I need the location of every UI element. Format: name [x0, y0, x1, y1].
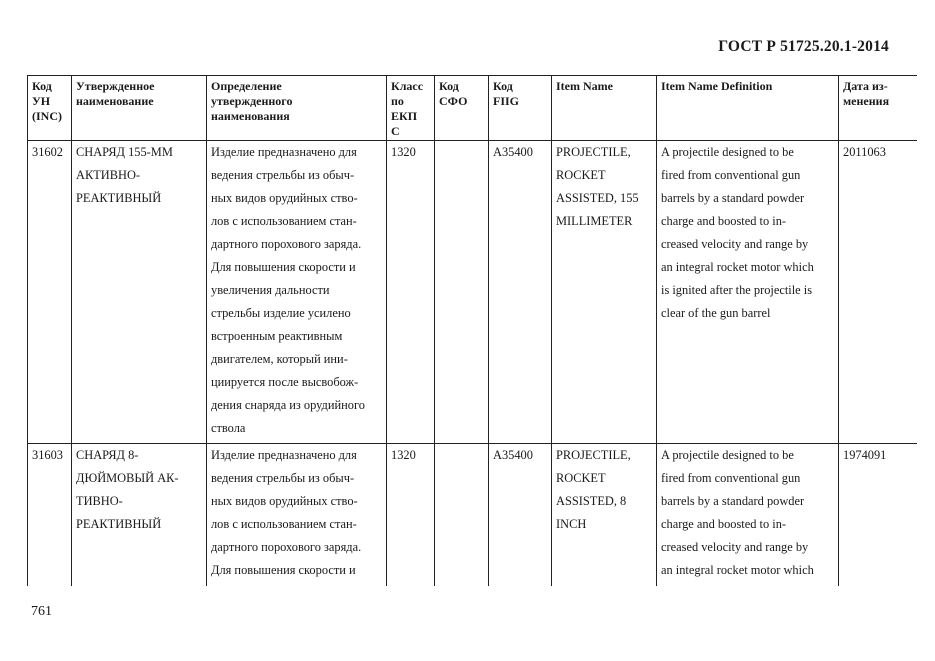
- cell-definition-line: Для повышения скорости и: [211, 563, 356, 577]
- cell-item-definition: [657, 141, 839, 444]
- document-code: ГОСТ Р 51725.20.1-2014: [718, 38, 889, 55]
- table-header-row: [28, 76, 918, 141]
- table-container: [27, 75, 917, 586]
- header-inc-line: (INC): [32, 109, 62, 123]
- header-inc: [28, 76, 72, 141]
- header-sfo-line: Код: [439, 79, 459, 93]
- cell-definition-line: Для повышения скорости и: [211, 260, 356, 274]
- cell-item-name-line: MILLIMETER: [556, 214, 633, 228]
- cell-definition-line: ных видов орудийных ство-: [211, 191, 358, 205]
- header-date-line: Дата из-: [843, 79, 888, 93]
- cell-inc: 31602: [28, 141, 72, 444]
- header-definition-line: Определение: [211, 79, 282, 93]
- cell-item-name-line: ROCKET: [556, 471, 606, 485]
- cell-date: 2011063: [839, 141, 918, 444]
- cell-definition-line: ствола: [211, 421, 246, 435]
- header-definition-line: утвержденного: [211, 94, 293, 108]
- cell-approved-name: [72, 444, 207, 587]
- cell-item-definition-line: A projectile designed to be: [661, 145, 794, 159]
- cell-item-definition-line: A projectile designed to be: [661, 448, 794, 462]
- header-class-line: Класс: [391, 79, 424, 93]
- cell-item-definition-line: is ignited after the projectile is: [661, 283, 813, 297]
- cell-item-definition-line: creased velocity and range by: [661, 540, 809, 554]
- cell-definition-line: лов с использованием стан-: [211, 214, 357, 228]
- header-sfo: [435, 76, 489, 141]
- cell-definition-line: ведения стрельбы из обыч-: [211, 471, 355, 485]
- cell-sfo: [435, 444, 489, 587]
- header-class-line: по: [391, 94, 404, 108]
- cell-item-definition-line: charge and boosted to in-: [661, 214, 787, 228]
- cell-item-name-line: INCH: [556, 517, 587, 531]
- cell-class: 1320: [387, 141, 435, 444]
- cell-item-name: [552, 141, 657, 444]
- cell-item-definition-line: fired from conventional gun: [661, 471, 801, 485]
- cell-definition-line: циируется после высвобож-: [211, 375, 359, 389]
- page-number: 761: [31, 604, 52, 619]
- cell-definition-line: дартного порохового заряда.: [211, 237, 362, 251]
- cell-date: 1974091: [839, 444, 918, 587]
- cell-item-definition-line: barrels by a standard powder: [661, 494, 805, 508]
- header-item-definition: [657, 76, 839, 141]
- cell-item-name-line: ASSISTED, 8: [556, 494, 627, 508]
- cell-definition-line: дения снаряда из орудийного: [211, 398, 365, 412]
- cell-definition: [207, 141, 387, 444]
- header-sfo-line: СФО: [439, 94, 468, 108]
- table-row: [28, 141, 918, 444]
- cell-class: 1320: [387, 444, 435, 587]
- header-class-line: С: [391, 124, 400, 138]
- cell-approved-name-line: ТИВНО-: [76, 494, 123, 508]
- cell-definition-line: увеличения дальности: [211, 283, 330, 297]
- cell-item-definition-line: creased velocity and range by: [661, 237, 809, 251]
- cell-item-definition-line: an integral rocket motor which: [661, 260, 814, 274]
- cell-approved-name-line: РЕАКТИВНЫЙ: [76, 517, 162, 531]
- header-date: [839, 76, 918, 141]
- header-approved-name: [72, 76, 207, 141]
- header-approved-name-line: наименование: [76, 94, 154, 108]
- header-fiig-line: Код: [493, 79, 513, 93]
- cell-approved-name-line: СНАРЯД 8-: [76, 448, 139, 462]
- cell-item-name-line: ROCKET: [556, 168, 606, 182]
- cell-approved-name-line: СНАРЯД 155-ММ: [76, 145, 173, 159]
- header-approved-name-line: Утвержденное: [76, 79, 155, 93]
- header-class-line: ЕКП: [391, 109, 418, 123]
- cell-inc: 31603: [28, 444, 72, 587]
- cell-item-definition: [657, 444, 839, 587]
- cell-definition-line: стрельбы изделие усилено: [211, 306, 351, 320]
- nomenclature-table: [27, 75, 917, 586]
- cell-item-definition-line: fired from conventional gun: [661, 168, 801, 182]
- cell-item-name: [552, 444, 657, 587]
- cell-sfo: [435, 141, 489, 444]
- cell-item-name-line: ASSISTED, 155: [556, 191, 639, 205]
- cell-approved-name-line: РЕАКТИВНЫЙ: [76, 191, 162, 205]
- cell-item-definition-line: barrels by a standard powder: [661, 191, 805, 205]
- header-inc-line: УН: [32, 94, 51, 108]
- cell-approved-name: [72, 141, 207, 444]
- header-item-definition-line: Item Name Definition: [661, 79, 773, 93]
- header-fiig: [489, 76, 552, 141]
- cell-approved-name-line: АКТИВНО-: [76, 168, 141, 182]
- cell-fiig: A35400: [489, 444, 552, 587]
- cell-definition-line: дартного порохового заряда.: [211, 540, 362, 554]
- cell-item-definition-line: clear of the gun barrel: [661, 306, 771, 320]
- header-item-name: [552, 76, 657, 141]
- header-item-name-line: Item Name: [556, 79, 613, 93]
- cell-definition-line: Изделие предназначено для: [211, 448, 357, 462]
- cell-item-definition-line: an integral rocket motor which: [661, 563, 814, 577]
- cell-approved-name-line: ДЮЙМОВЫЙ АК-: [76, 471, 179, 485]
- table-row: [28, 444, 918, 587]
- header-definition-line: наименования: [211, 109, 290, 123]
- header-date-line: менения: [843, 94, 890, 108]
- cell-definition-line: двигателем, который ини-: [211, 352, 348, 366]
- header-fiig-line: FIIG: [493, 94, 520, 108]
- header-inc-line: Код: [32, 79, 52, 93]
- cell-definition-line: ных видов орудийных ство-: [211, 494, 358, 508]
- cell-definition-line: Изделие предназначено для: [211, 145, 357, 159]
- cell-item-name-line: PROJECTILE,: [556, 145, 631, 159]
- cell-item-definition-line: charge and boosted to in-: [661, 517, 787, 531]
- header-class: [387, 76, 435, 141]
- cell-definition-line: встроенным реактивным: [211, 329, 343, 343]
- header-definition: [207, 76, 387, 141]
- cell-item-name-line: PROJECTILE,: [556, 448, 631, 462]
- cell-definition-line: ведения стрельбы из обыч-: [211, 168, 355, 182]
- cell-fiig: A35400: [489, 141, 552, 444]
- cell-definition: [207, 444, 387, 587]
- cell-definition-line: лов с использованием стан-: [211, 517, 357, 531]
